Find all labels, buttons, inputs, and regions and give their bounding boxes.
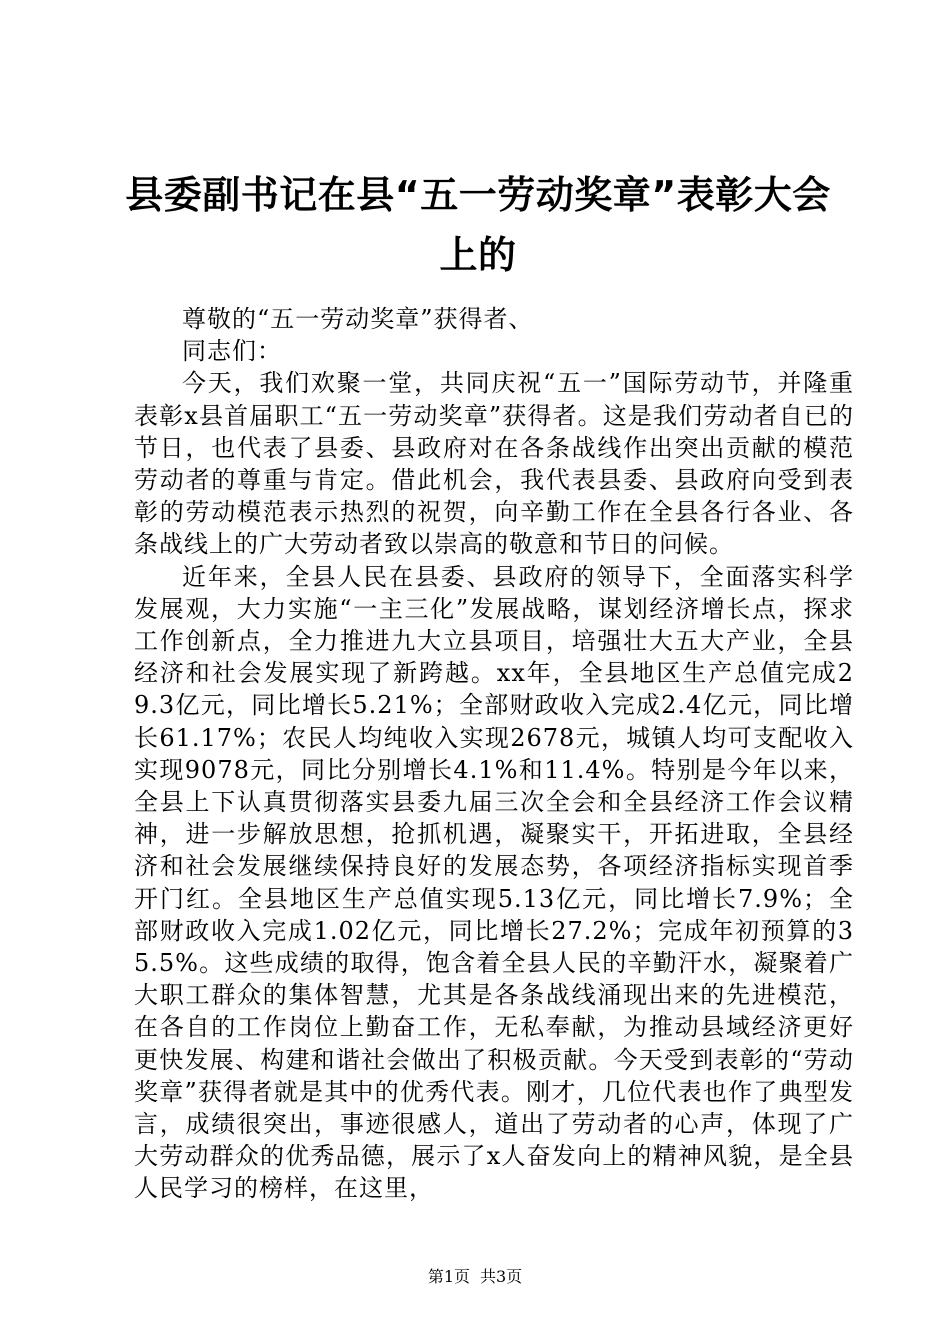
document-body — [134, 303, 854, 1205]
body-paragraph: 今天，我们欢聚一堂，共同庆祝“五一”国际劳动节，并隆重表彰x县首届职工“五一劳动奖章”获得者。这是我们劳动者自已的节日，也代表了县委、县政府对在各条战线作出突出贡献的模范劳动者的尊重与肯定。借此机会，我代表县委、县政府向受到表彰的劳动模范表示热烈的祝贺，向辛勤工作在全县各行各业、各条战线上的广大劳动者致以崇高的敬意和节日的问候。 — [134, 369, 854, 559]
salutation-line: 尊敬的“五一劳动奖章”获得者、 — [182, 305, 534, 333]
page-footer — [0, 1267, 950, 1287]
salutation-line: 同志们： — [182, 337, 282, 366]
body-paragraph: 近年来，全县人民在县委、县政府的领导下，全面落实科学发展观，大力实施“一主三化”发展战略，谋划经济增长点，探求工作创新点，全力推进九大立县项目，培强壮大五大产业，全县经济和社会发展实现了新跨越。xx年，全县地区生产总值完成29.3亿元，同比增长5.21%；全部财政收入完成2.4亿元，同比增长61.17%；农民人均纯收入实现2678元，城镇人均可支配收入实现9078元，同比分别增长4.1%和11.4%。特别是今年以来，全县上下认真贯彻落实县委九届三次全会和全县经济工作会议精神，进一步解放思想，抢抓机遇，凝聚实干，开拓进取，全县经济和社会发展继续保持良好的发展态势，各项经济指标实现首季开门红。全县地区生产总值实现5.13亿元，同比增长7.9%；全部财政收入完成1.02亿元，同比增长27.2%；完成年初预算的35.5%。这些成绩的取得，饱含着全县人民的辛勤汗水，凝聚着广大职工群众的集体智慧，尤其是各条战线涌现出来的先进模范，在各自的工作岗位上勤奋工作，无私奉献，为推动县域经济更好更快发展、构建和谐社会做出了积极贡献。今天受到表彰的“劳动奖章”获得者就是其中的优秀代表。刚才，几位代表也作了典型发言，成绩很突出，事迹很感人，道出了劳动者的心声，体现了广大劳动群众的优秀品德，展示了x人奋发向上的精神风貌，是全县人民学习的榜样，在这里， — [134, 562, 854, 1203]
page-total: 共3页 — [480, 1267, 523, 1286]
page-number: 第1页 — [427, 1267, 470, 1286]
document-title: 县委副书记在县“五一劳动奖章”表彰大会上的 — [125, 173, 831, 277]
